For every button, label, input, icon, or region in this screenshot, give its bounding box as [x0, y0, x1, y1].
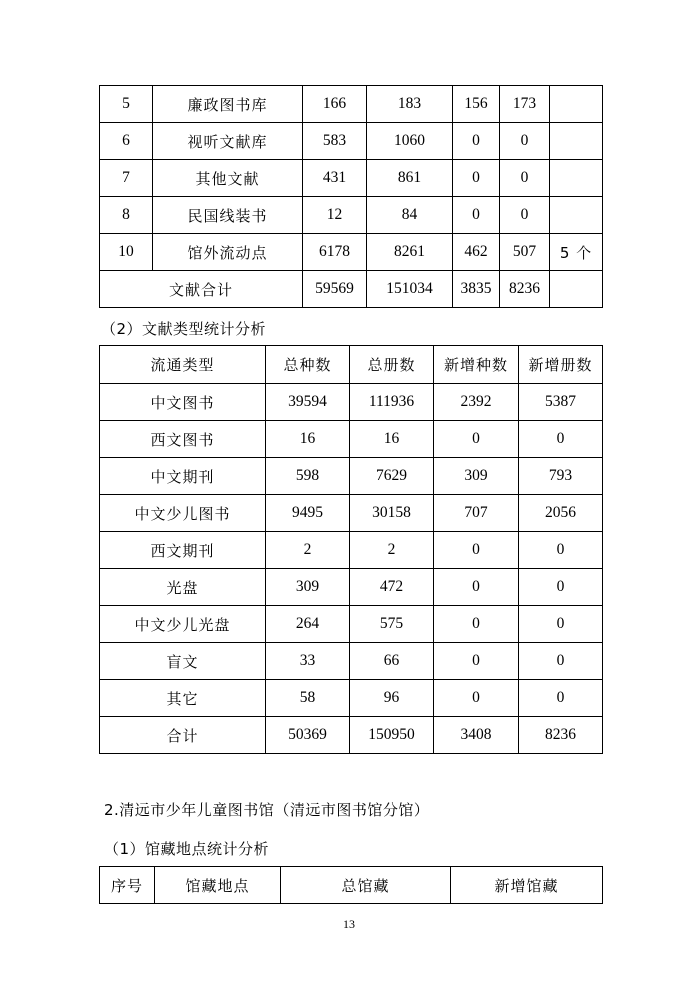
table-cell: 50369 — [266, 717, 350, 754]
table-cell: 中文少儿光盘 — [100, 606, 266, 643]
table-cell: 7 — [100, 160, 153, 197]
table-row — [100, 569, 603, 606]
table-cell: 廉政图书库 — [153, 86, 303, 123]
section-heading: 2.清远市少年儿童图书馆（清远市图书馆分馆） — [104, 801, 430, 819]
table-cell: 西文图书 — [100, 421, 266, 458]
column-header: 流通类型 — [100, 346, 266, 384]
table-cell: 3835 — [453, 271, 500, 308]
table-cell: 7629 — [350, 458, 434, 495]
table-cell: 0 — [434, 606, 519, 643]
column-header: 新增馆藏 — [451, 867, 603, 904]
table-cell: 16 — [350, 421, 434, 458]
table-row — [100, 606, 603, 643]
table-row — [100, 680, 603, 717]
table-cell: 0 — [434, 643, 519, 680]
table-cell: 309 — [266, 569, 350, 606]
table-cell: 39594 — [266, 384, 350, 421]
document-type-table — [99, 345, 603, 754]
table-cell: 8261 — [367, 234, 453, 271]
table-cell: 173 — [500, 86, 550, 123]
table-row — [100, 421, 603, 458]
table-cell: 861 — [367, 160, 453, 197]
table-row — [100, 495, 603, 532]
table-cell: 33 — [266, 643, 350, 680]
table-row — [100, 717, 603, 754]
table-cell: 10 — [100, 234, 153, 271]
table-cell: 151034 — [367, 271, 453, 308]
table-cell: 58 — [266, 680, 350, 717]
table-cell: 0 — [519, 680, 603, 717]
table-cell: 264 — [266, 606, 350, 643]
table-row — [100, 384, 603, 421]
location-table — [99, 85, 603, 308]
table-cell: 8236 — [519, 717, 603, 754]
table-cell: 中文少儿图书 — [100, 495, 266, 532]
table-cell: 66 — [350, 643, 434, 680]
table-cell: 2 — [266, 532, 350, 569]
table-row — [100, 271, 603, 308]
table-row — [100, 160, 603, 197]
column-header: 序号 — [100, 867, 155, 904]
table-row — [100, 234, 603, 271]
table-cell: 0 — [519, 569, 603, 606]
table-cell: 462 — [453, 234, 500, 271]
table-cell: 309 — [434, 458, 519, 495]
table-cell: 0 — [453, 160, 500, 197]
table-cell: 2 — [350, 532, 434, 569]
table-cell: 0 — [500, 123, 550, 160]
table-row — [100, 532, 603, 569]
table-cell: 6178 — [303, 234, 367, 271]
total-label: 合计 — [100, 717, 266, 754]
table-cell: 156 — [453, 86, 500, 123]
table-cell: 0 — [500, 197, 550, 234]
table-cell: 793 — [519, 458, 603, 495]
column-header: 新增册数 — [519, 346, 603, 384]
table-row — [100, 197, 603, 234]
column-header: 总册数 — [350, 346, 434, 384]
table-row — [100, 86, 603, 123]
table-cell: 其它 — [100, 680, 266, 717]
table-cell: 2392 — [434, 384, 519, 421]
table-cell: 0 — [434, 680, 519, 717]
table-cell: 431 — [303, 160, 367, 197]
table-cell: 0 — [434, 421, 519, 458]
table-header-row — [100, 867, 603, 904]
table-cell: 0 — [519, 606, 603, 643]
table-cell — [550, 160, 603, 197]
table-cell: 183 — [367, 86, 453, 123]
table-cell: 59569 — [303, 271, 367, 308]
table-cell: 0 — [519, 643, 603, 680]
table-cell: 583 — [303, 123, 367, 160]
table-cell — [550, 271, 603, 308]
column-header: 新增种数 — [434, 346, 519, 384]
table-cell: 472 — [350, 569, 434, 606]
table-cell: 1060 — [367, 123, 453, 160]
branch-location-table — [99, 866, 603, 904]
table-cell — [550, 86, 603, 123]
table-cell: 84 — [367, 197, 453, 234]
table-cell: 12 — [303, 197, 367, 234]
table-cell: 30158 — [350, 495, 434, 532]
column-header: 总馆藏 — [281, 867, 451, 904]
table-cell: 视听文献库 — [153, 123, 303, 160]
table-cell — [550, 123, 603, 160]
table-cell: 111936 — [350, 384, 434, 421]
table-cell: 96 — [350, 680, 434, 717]
table-cell: 8 — [100, 197, 153, 234]
table-cell: 0 — [453, 197, 500, 234]
table-cell: 0 — [519, 421, 603, 458]
table-cell: 其他文献 — [153, 160, 303, 197]
table-cell: 中文图书 — [100, 384, 266, 421]
section-heading: （1）馆藏地点统计分析 — [104, 840, 270, 858]
table-cell: 166 — [303, 86, 367, 123]
table-cell: 中文期刊 — [100, 458, 266, 495]
table-cell: 0 — [434, 532, 519, 569]
table-cell: 5 个 — [550, 234, 603, 271]
table-cell: 575 — [350, 606, 434, 643]
table-cell: 0 — [434, 569, 519, 606]
section-heading: （2）文献类型统计分析 — [101, 320, 267, 338]
table-cell: 6 — [100, 123, 153, 160]
table-row — [100, 643, 603, 680]
column-header: 馆藏地点 — [155, 867, 281, 904]
table-cell: 民国线装书 — [153, 197, 303, 234]
page-number: 13 — [343, 917, 355, 931]
table-cell: 5 — [100, 86, 153, 123]
table-cell: 0 — [453, 123, 500, 160]
table-cell: 盲文 — [100, 643, 266, 680]
table-cell: 16 — [266, 421, 350, 458]
table-cell — [550, 197, 603, 234]
total-label: 文献合计 — [100, 271, 303, 308]
table-cell: 5387 — [519, 384, 603, 421]
column-header: 总种数 — [266, 346, 350, 384]
table-cell: 0 — [500, 160, 550, 197]
table-cell: 3408 — [434, 717, 519, 754]
table-row — [100, 123, 603, 160]
table-cell: 507 — [500, 234, 550, 271]
table-cell: 光盘 — [100, 569, 266, 606]
table-cell: 馆外流动点 — [153, 234, 303, 271]
table-header-row — [100, 346, 603, 384]
table-cell: 8236 — [500, 271, 550, 308]
table-cell: 598 — [266, 458, 350, 495]
table-cell: 西文期刊 — [100, 532, 266, 569]
table-cell: 150950 — [350, 717, 434, 754]
table-cell: 707 — [434, 495, 519, 532]
table-cell: 2056 — [519, 495, 603, 532]
table-cell: 0 — [519, 532, 603, 569]
table-cell: 9495 — [266, 495, 350, 532]
table-row — [100, 458, 603, 495]
